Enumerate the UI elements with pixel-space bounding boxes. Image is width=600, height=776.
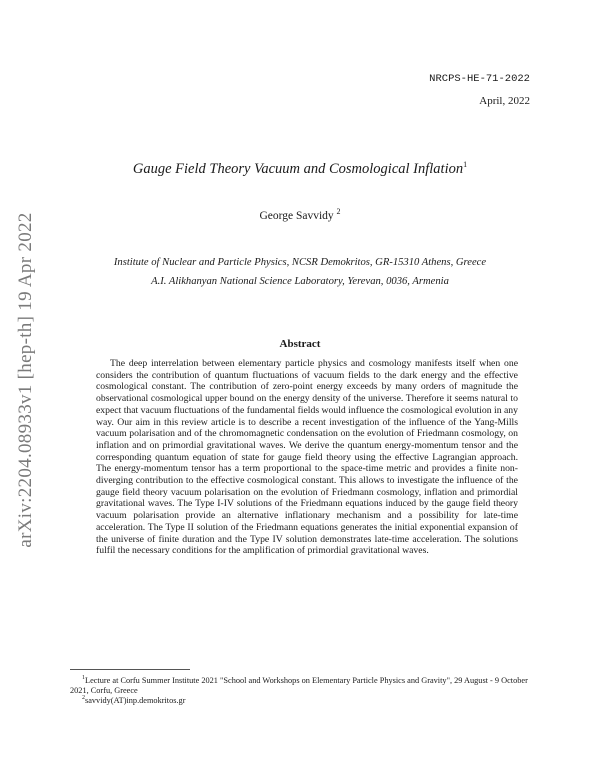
report-number: NRCPS-HE-71-2022 (429, 73, 530, 85)
author-footnote-mark: 2 (336, 207, 341, 216)
arxiv-identifier-stamp: arXiv:2204.08933v1 [hep-th] 19 Apr 2022 (15, 212, 36, 548)
paper-title-text: Gauge Field Theory Vacuum and Cosmological Inflation (132, 160, 464, 177)
abstract-heading: Abstract (279, 338, 321, 350)
report-date: April, 2022 (479, 95, 530, 107)
abstract-body: The deep interrelation between elementary particle physics and cosmology manifests itself when one considers the contribution of quantum fluctuations of vacuum fields to the dark energy and the effective cosmological constant. The contribution of zero-point energy exceeds by many orders of magnitude the observational cosmological upper bound on the energy density of the universe. Therefore it seems natural to expect that vacuum fluctuations of the fundamental fields would influence the cosmological evolution in any way. Our aim in this review article is to describe a recent investigation of the influence of the Yang-Mills vacuum polarisation and of the chromomagnetic condensation on the evolution of Friedmann cosmology, on inflation and on primordial gravitational waves. We derive the quantum energy-momentum tensor and the corresponding quantum equation of state for gauge field theory using the effective Lagrangian approach. The energy-momentum tensor has a term proportional to the space-time metric and provides a finite non-diverging contribution to the effective cosmological constant. This allows to investigate the influence of the gauge field theory vacuum polarisation on the evolution of Friedmann cosmology, inflation and primordial gravitational waves. The Type I-IV solutions of the Friedmann equations induced by the gauge field theory vacuum polarisation provide an alternative inflationary mechanism and a possibility for late-time acceleration. The Type II solution of the Friedmann equations generates the initial exponential expansion of the universe of finite duration and the Type IV solution demonstrates late-time acceleration. The solutions fulfil the necessary conditions for the amplification of primordial gravitational waves. (96, 358, 518, 557)
author-name: George Savvidy (259, 209, 334, 222)
title-footnote-mark: 1 (463, 160, 468, 169)
affiliation-2: A.I. Alikhanyan National Science Laboratory, Yerevan, 0036, Armenia (151, 276, 449, 287)
footnote-1-mark: 1 (82, 675, 85, 681)
footnote-2-text: savvidy(AT)inp.demokritos.gr (85, 695, 186, 705)
footnote-1-text: Lecture at Corfu Summer Institute 2021 "School and Workshops on Elementary Particle Physics and Gravity", 29 August - 9 October 2021, Corfu, Greece (70, 675, 528, 695)
footnote-divider (70, 669, 190, 670)
footnote-2-mark: 2 (82, 695, 85, 701)
affiliation-1: Institute of Nuclear and Particle Physics, NCSR Demokritos, GR-15310 Athens, Greece (113, 257, 487, 268)
footnote-2 (70, 693, 540, 706)
author (0, 207, 600, 222)
paper-title (0, 160, 600, 178)
